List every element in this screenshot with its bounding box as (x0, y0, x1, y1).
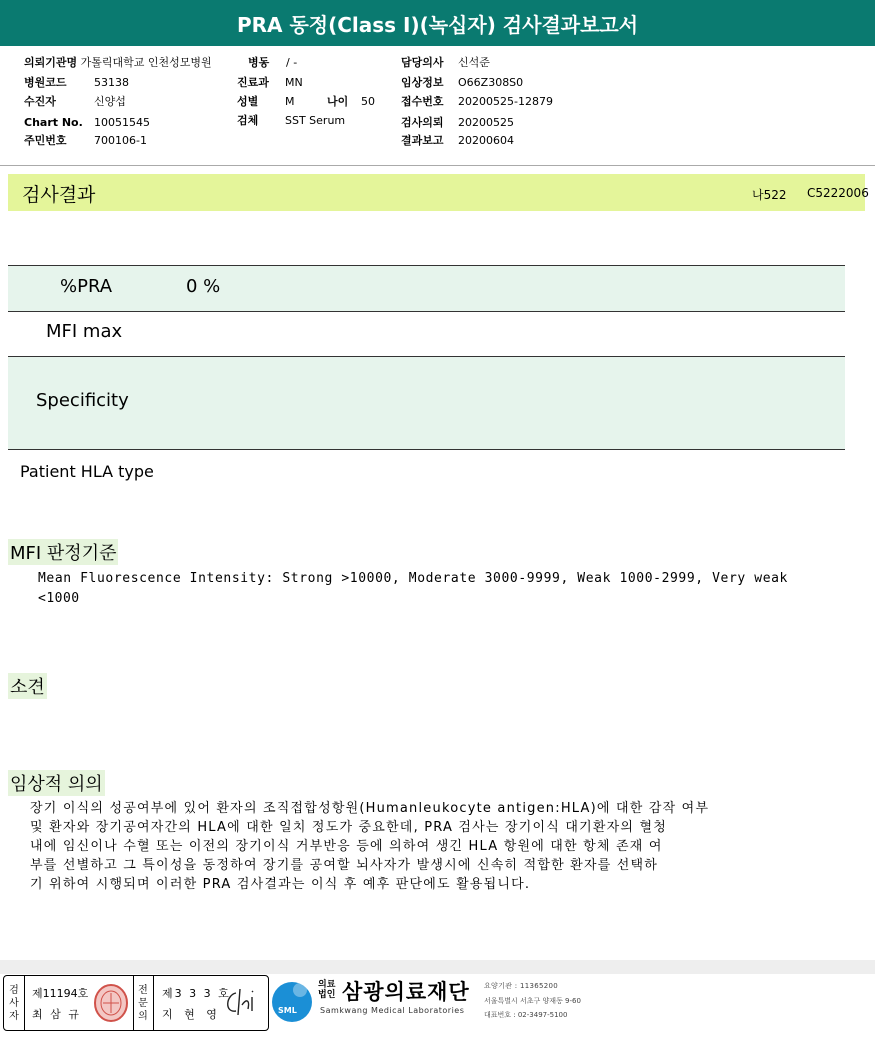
logo-text: SML (278, 1006, 297, 1015)
doctor-label: 담당의사 (401, 56, 444, 69)
org-name: 삼광의료재단 (342, 980, 470, 1004)
table-line (8, 265, 845, 266)
ward-value: / - (286, 56, 298, 69)
table-line (8, 311, 845, 312)
hla-type-label: Patient HLA type (20, 462, 154, 481)
mfi-criteria-line1: Mean Fluorescence Intensity: Strong >10000, Moderate 3000-9999, Weak 1000-2999, Very weak (38, 571, 788, 586)
specimen-row (237, 111, 345, 130)
specificity-label: Specificity (36, 390, 129, 411)
inspector-vertical-label: 검사자 (9, 985, 19, 1022)
age-value: 50 (361, 95, 375, 108)
org-type: 의료법인 (318, 980, 336, 1000)
specialist-vertical-label: 전문의 (138, 985, 148, 1022)
specialist-name: 지 현 영 (162, 1008, 221, 1021)
result-heading-bar (8, 174, 865, 211)
clinical-line: 및 환자와 장기공여자간의 HLA에 대한 일치 정도가 중요한데, PRA 검사는 장기이식 대기환자의 혈청 (30, 820, 668, 835)
opinion-heading: 소견 (8, 673, 47, 699)
result-code-2: C5222006 (807, 186, 869, 200)
report-date-label: 결과보고 (401, 134, 444, 147)
institution-label: 의뢰기관명 (24, 56, 78, 69)
ward-row (248, 53, 297, 72)
chart-no-value: 10051545 (94, 116, 150, 129)
chart-no-label: Chart No. (24, 116, 83, 129)
age-label: 나이 (327, 95, 349, 108)
inspector-seal-icon (93, 983, 129, 1023)
recipient-row (24, 92, 126, 111)
hospital-code-row (24, 73, 129, 92)
doctor-row (401, 53, 490, 72)
report-date-row (401, 131, 514, 150)
department-label: 진료과 (237, 76, 269, 89)
department-row (237, 73, 303, 92)
pra-value: 0 % (186, 276, 221, 297)
inspector-license: 제11194호 (32, 987, 89, 1000)
pra-row-bg (8, 266, 845, 311)
sig-divider (133, 975, 134, 1031)
resident-no-label: 주민번호 (24, 134, 67, 147)
specialist-license: 제3 3 3 호 (162, 987, 231, 1000)
clinical-line: 기 위하여 시행되며 이러한 PRA 검사결과는 이식 후 예후 판단에도 활용됩니다. (30, 877, 531, 892)
sex-age-row (237, 92, 375, 111)
report-date-value: 20200604 (458, 134, 514, 147)
receipt-no-value: 20200525-12879 (458, 95, 553, 108)
org-address: 서울특별시 서초구 양재동 9-60 (484, 997, 581, 1005)
result-code-1: 나522 (752, 188, 787, 202)
header-divider (0, 165, 875, 166)
clinical-info-row (401, 73, 523, 92)
request-date-value: 20200525 (458, 116, 514, 129)
sig-divider (24, 975, 25, 1031)
mfi-criteria-heading: MFI 판정기준 (8, 539, 118, 565)
sex-value: M (285, 95, 295, 108)
specimen-label: 검체 (237, 114, 259, 127)
org-code: 요양기관 : 11365200 (484, 982, 558, 990)
recipient-value: 신양섭 (94, 95, 126, 108)
department-value: MN (285, 76, 303, 89)
clinical-info-value: O66Z308S0 (458, 76, 524, 89)
request-date-label: 검사의뢰 (401, 116, 444, 129)
mfi-criteria-line2: <1000 (38, 591, 80, 606)
institution-value: 가톨릭대학교 인천성모병원 (80, 56, 212, 69)
receipt-no-row (401, 92, 553, 111)
sig-divider (153, 975, 154, 1031)
hospital-code-value: 53138 (94, 76, 129, 89)
hospital-code-label: 병원코드 (24, 76, 67, 89)
footer-band (0, 960, 875, 974)
clinical-line: 부를 선별하고 그 특이성을 동정하여 장기를 공여할 뇌사자가 발생시에 신속히 적합한 환자를 선택하 (30, 858, 659, 873)
specialist-signature-icon (222, 985, 262, 1021)
org-english: Samkwang Medical Laboratories (320, 1006, 465, 1015)
receipt-no-label: 접수번호 (401, 95, 444, 108)
clinical-line: 장기 이식의 성공여부에 있어 환자의 조직접합성항원(Humanleukocyte antigen:HLA)에 대한 감작 여부 (30, 801, 710, 816)
specificity-row-bg (8, 357, 845, 449)
specimen-value: SST Serum (285, 114, 346, 127)
clinical-significance-heading: 임상적 의의 (8, 770, 105, 796)
inspector-name: 최 삼 규 (32, 1008, 81, 1021)
result-heading: 검사결과 (22, 184, 96, 206)
table-line (8, 449, 845, 450)
sex-label: 성별 (237, 95, 259, 108)
clinical-info-label: 임상정보 (401, 76, 444, 89)
report-title: PRA 동정(Class I)(녹십자) 검사결과보고서 (236, 12, 639, 37)
mfi-max-label: MFI max (46, 321, 123, 342)
doctor-value: 신석준 (458, 56, 490, 69)
resident-no-row (24, 131, 147, 150)
ward-label: 병동 (248, 56, 270, 69)
resident-no-value: 700106-1 (94, 134, 147, 147)
clinical-line: 내에 임신이나 수혈 또는 이전의 장기이식 거부반응 등에 의하여 생긴 HLA 항원에 대한 항체 존재 여 (30, 839, 663, 854)
org-phone: 대표번호 : 02-3497-5100 (484, 1011, 568, 1019)
institution-row (24, 53, 212, 72)
report-title-bar (0, 0, 875, 46)
request-date-row (401, 113, 514, 132)
chart-no-row (24, 113, 150, 132)
recipient-label: 수진자 (24, 95, 56, 108)
sml-logo-icon (270, 978, 316, 1026)
pra-label: %PRA (60, 276, 113, 297)
